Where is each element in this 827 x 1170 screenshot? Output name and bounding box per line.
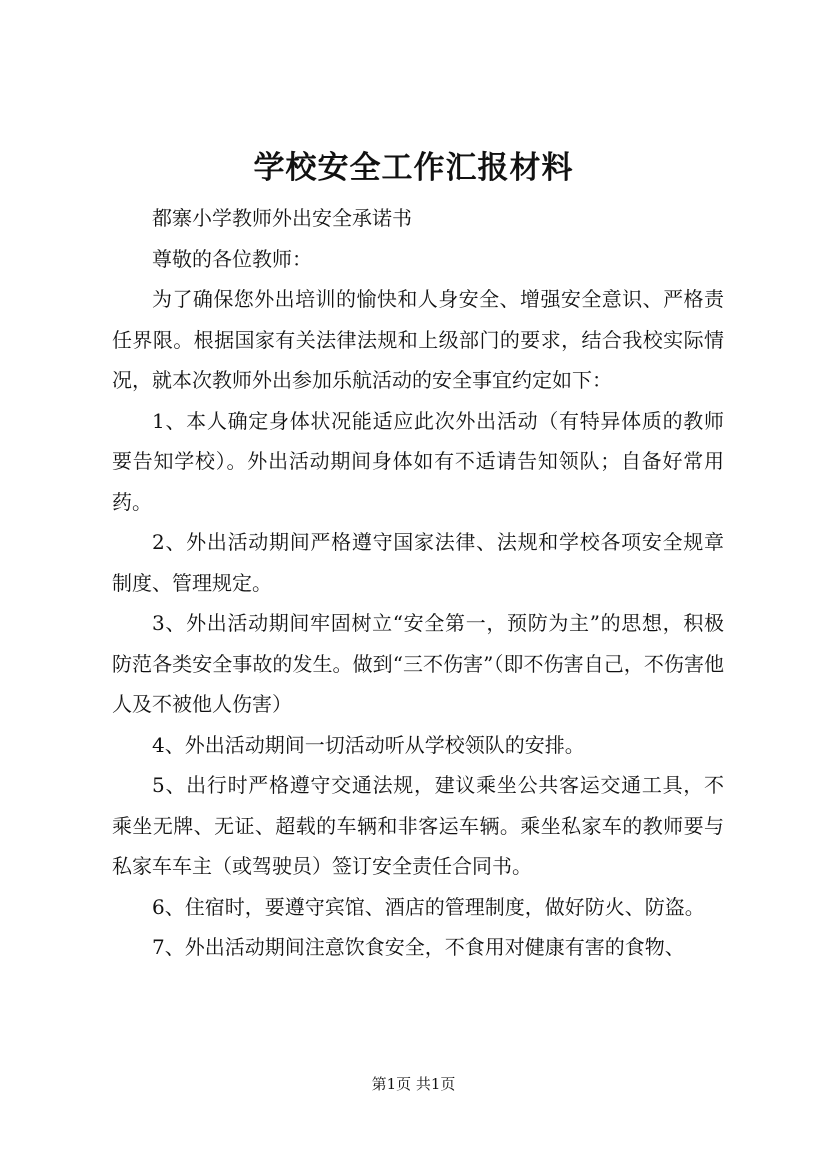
paragraph-heading: 都寨小学教师外出安全承诺书	[152, 206, 412, 230]
paragraph-salutation: 尊敬的各位教师：	[152, 246, 312, 271]
paragraph-item-6: 6、住宿时，要遵守宾馆、酒店的管理制度，做好防火、防盗。	[152, 894, 705, 919]
document-body	[112, 198, 724, 968]
paragraph-item-7: 7、外出活动期间注意饮食安全，不食用对健康有害的食物、	[152, 935, 685, 959]
document-title: 学校安全工作汇报材料	[253, 150, 574, 186]
paragraph-item-2: 2、外出活动期间严格遵守国家法律、法规和学校各项安全规章制度、管理规定。	[112, 530, 724, 595]
paragraph-item-3: 3、外出活动期间牢固树立“安全第一，预防为主”的思想，积极防范各类安全事故的发生。做到“三不伤害”（即不伤害自己，不伤害他人及不被他人伤害）	[112, 611, 724, 716]
page-footer: 第1页 共1页	[371, 1075, 456, 1093]
paragraph-item-1: 1、本人确定身体状况能适应此次外出活动（有特异体质的教师要告知学校）。外出活动期间身体如有不适请告知领队；自备好常用药。	[112, 408, 724, 514]
paragraph-item-4: 4、外出活动期间一切活动听从学校领队的安排。	[152, 732, 585, 757]
paragraph-intro: 为了确保您外出培训的愉快和人身安全、增强安全意识、严格责任界限。根据国家有关法律法规和上级部门的要求，结合我校实际情况，就本次教师外出参加乐航活动的安全事宜约定如下：	[112, 287, 724, 392]
paragraph-item-5: 5、出行时严格遵守交通法规，建议乘坐公共客运交通工具，不乘坐无牌、无证、超载的车辆和非客运车辆。乘坐私家车的教师要与私家车车主（或驾驶员）签订安全责任合同书。	[112, 773, 724, 878]
